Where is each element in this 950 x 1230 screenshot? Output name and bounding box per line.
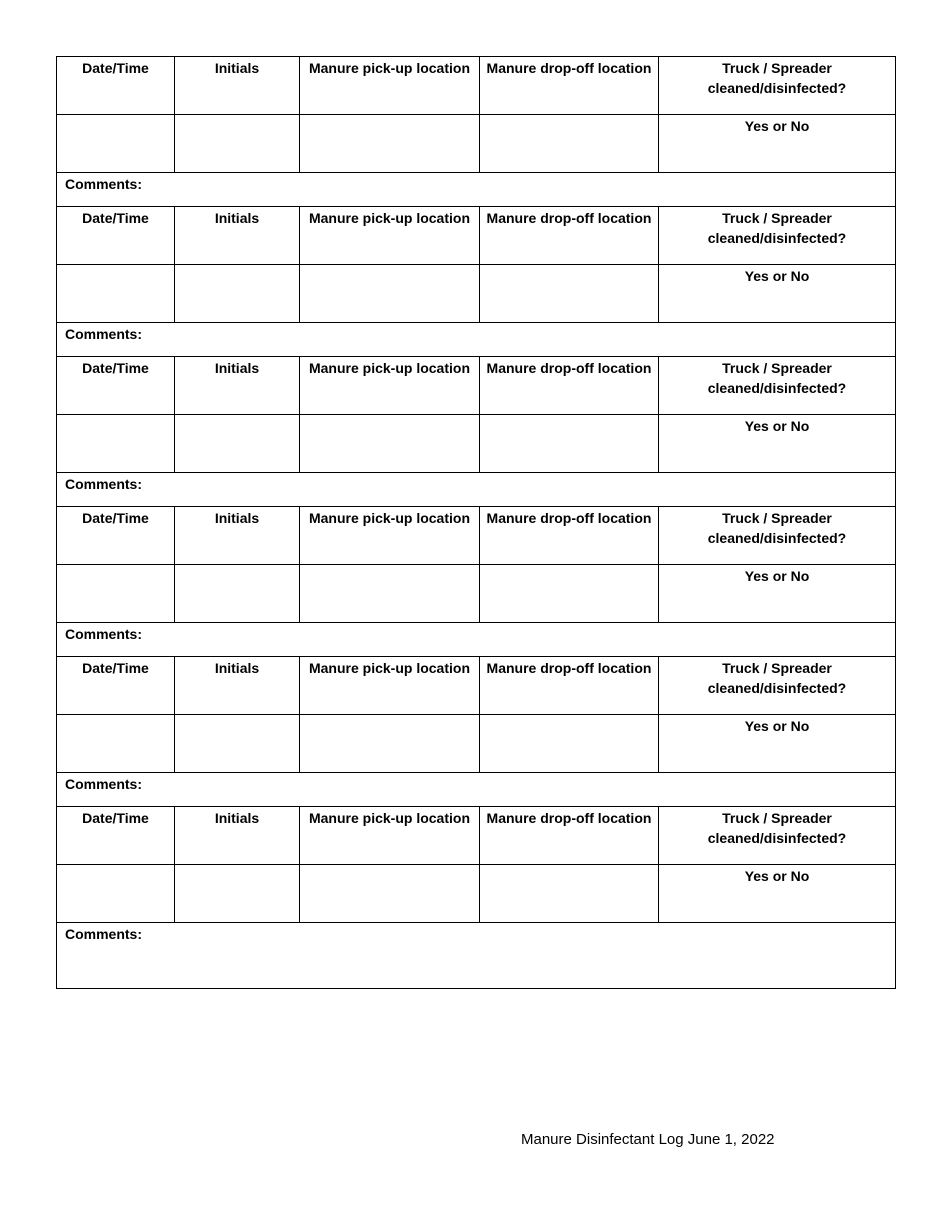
initials-field[interactable] — [175, 415, 300, 473]
header-pickup-location-label: Manure pick-up location — [308, 660, 470, 676]
comments-field[interactable] — [57, 923, 896, 989]
cleaned-field[interactable] — [659, 865, 896, 923]
initials-field[interactable] — [175, 865, 300, 923]
initials-field[interactable] — [175, 115, 300, 173]
header-cleaned-disinfected-label: Truck / Spreader cleaned/disinfected? — [707, 660, 847, 696]
dropoff-location-field[interactable] — [480, 715, 659, 773]
header-cleaned-disinfected-label: Truck / Spreader cleaned/disinfected? — [707, 360, 847, 396]
header-cleaned-disinfected — [659, 807, 896, 865]
header-date-time-label: Date/Time — [82, 360, 149, 376]
pickup-location-field[interactable] — [300, 565, 480, 623]
comments-label: Comments: — [65, 926, 143, 942]
log-entry-row — [57, 865, 896, 923]
log-comments-row — [57, 923, 896, 989]
date-time-field[interactable] — [57, 865, 175, 923]
log-table-body — [57, 57, 896, 989]
log-entry-row — [57, 415, 896, 473]
log-header-row — [57, 507, 896, 565]
log-header-row — [57, 357, 896, 415]
yes-or-no-prompt: Yes or No — [744, 118, 810, 134]
log-comments-row — [57, 773, 896, 807]
log-comments-row — [57, 623, 896, 657]
comments-label: Comments: — [65, 476, 143, 492]
cleaned-field[interactable] — [659, 715, 896, 773]
header-initials-label: Initials — [214, 360, 260, 376]
header-dropoff-location — [480, 807, 659, 865]
header-initials — [175, 357, 300, 415]
yes-or-no-prompt: Yes or No — [744, 718, 810, 734]
header-date-time — [57, 807, 175, 865]
header-pickup-location-label: Manure pick-up location — [308, 210, 470, 226]
log-entry-row — [57, 265, 896, 323]
log-entry-row — [57, 565, 896, 623]
date-time-field[interactable] — [57, 265, 175, 323]
header-dropoff-location-label: Manure drop-off location — [486, 210, 652, 226]
header-dropoff-location — [480, 657, 659, 715]
header-pickup-location — [300, 507, 480, 565]
header-date-time-label: Date/Time — [82, 510, 149, 526]
log-entry-row — [57, 115, 896, 173]
header-dropoff-location — [480, 207, 659, 265]
header-dropoff-location — [480, 357, 659, 415]
date-time-field[interactable] — [57, 415, 175, 473]
header-dropoff-location — [480, 57, 659, 115]
header-date-time-label: Date/Time — [82, 60, 149, 76]
header-cleaned-disinfected — [659, 207, 896, 265]
header-pickup-location — [300, 207, 480, 265]
comments-field[interactable] — [57, 623, 896, 657]
comments-label: Comments: — [65, 326, 143, 342]
log-header-row — [57, 657, 896, 715]
comments-field[interactable] — [57, 473, 896, 507]
header-initials-label: Initials — [214, 810, 260, 826]
header-pickup-location-label: Manure pick-up location — [308, 810, 470, 826]
header-date-time — [57, 657, 175, 715]
header-pickup-location-label: Manure pick-up location — [308, 60, 470, 76]
log-entry-row — [57, 715, 896, 773]
header-cleaned-disinfected-label: Truck / Spreader cleaned/disinfected? — [707, 210, 847, 246]
dropoff-location-field[interactable] — [480, 415, 659, 473]
header-date-time — [57, 507, 175, 565]
header-cleaned-disinfected — [659, 357, 896, 415]
header-initials-label: Initials — [214, 210, 260, 226]
manure-log-table — [56, 56, 896, 989]
initials-field[interactable] — [175, 265, 300, 323]
header-cleaned-disinfected — [659, 57, 896, 115]
header-date-time-label: Date/Time — [82, 660, 149, 676]
dropoff-location-field[interactable] — [480, 865, 659, 923]
log-header-row — [57, 207, 896, 265]
comments-label: Comments: — [65, 176, 143, 192]
date-time-field[interactable] — [57, 565, 175, 623]
comments-field[interactable] — [57, 173, 896, 207]
header-pickup-location-label: Manure pick-up location — [308, 360, 470, 376]
header-cleaned-disinfected-label: Truck / Spreader cleaned/disinfected? — [707, 60, 847, 96]
comments-label: Comments: — [65, 776, 143, 792]
yes-or-no-prompt: Yes or No — [744, 418, 810, 434]
comments-field[interactable] — [57, 773, 896, 807]
header-cleaned-disinfected — [659, 657, 896, 715]
header-dropoff-location-label: Manure drop-off location — [486, 810, 652, 826]
dropoff-location-field[interactable] — [480, 265, 659, 323]
date-time-field[interactable] — [57, 115, 175, 173]
header-date-time — [57, 357, 175, 415]
log-comments-row — [57, 173, 896, 207]
header-date-time — [57, 207, 175, 265]
header-initials — [175, 57, 300, 115]
comments-field[interactable] — [57, 323, 896, 357]
header-dropoff-location-label: Manure drop-off location — [486, 60, 652, 76]
header-initials — [175, 207, 300, 265]
pickup-location-field[interactable] — [300, 865, 480, 923]
log-comments-row — [57, 323, 896, 357]
footer-caption: Manure Disinfectant Log June 1, 2022 — [521, 1131, 775, 1148]
header-initials-label: Initials — [214, 660, 260, 676]
log-comments-row — [57, 473, 896, 507]
yes-or-no-prompt: Yes or No — [744, 868, 810, 884]
log-header-row — [57, 57, 896, 115]
header-initials — [175, 507, 300, 565]
header-dropoff-location-label: Manure drop-off location — [486, 660, 652, 676]
header-dropoff-location — [480, 507, 659, 565]
header-initials-label: Initials — [214, 60, 260, 76]
header-date-time — [57, 57, 175, 115]
dropoff-location-field[interactable] — [480, 565, 659, 623]
pickup-location-field[interactable] — [300, 715, 480, 773]
header-initials — [175, 657, 300, 715]
pickup-location-field[interactable] — [300, 265, 480, 323]
header-pickup-location — [300, 57, 480, 115]
initials-field[interactable] — [175, 715, 300, 773]
header-initials-label: Initials — [214, 510, 260, 526]
cleaned-field[interactable] — [659, 115, 896, 173]
cleaned-field[interactable] — [659, 265, 896, 323]
yes-or-no-prompt: Yes or No — [744, 268, 810, 284]
header-pickup-location — [300, 657, 480, 715]
header-dropoff-location-label: Manure drop-off location — [486, 510, 652, 526]
header-dropoff-location-label: Manure drop-off location — [486, 360, 652, 376]
cleaned-field[interactable] — [659, 415, 896, 473]
date-time-field[interactable] — [57, 715, 175, 773]
comments-label: Comments: — [65, 626, 143, 642]
header-pickup-location-label: Manure pick-up location — [308, 510, 470, 526]
header-cleaned-disinfected — [659, 507, 896, 565]
header-cleaned-disinfected-label: Truck / Spreader cleaned/disinfected? — [707, 810, 847, 846]
log-header-row — [57, 807, 896, 865]
initials-field[interactable] — [175, 565, 300, 623]
header-cleaned-disinfected-label: Truck / Spreader cleaned/disinfected? — [707, 510, 847, 546]
header-pickup-location — [300, 807, 480, 865]
dropoff-location-field[interactable] — [480, 115, 659, 173]
pickup-location-field[interactable] — [300, 415, 480, 473]
cleaned-field[interactable] — [659, 565, 896, 623]
header-pickup-location — [300, 357, 480, 415]
header-date-time-label: Date/Time — [82, 210, 149, 226]
header-initials — [175, 807, 300, 865]
yes-or-no-prompt: Yes or No — [744, 568, 810, 584]
header-date-time-label: Date/Time — [82, 810, 149, 826]
pickup-location-field[interactable] — [300, 115, 480, 173]
